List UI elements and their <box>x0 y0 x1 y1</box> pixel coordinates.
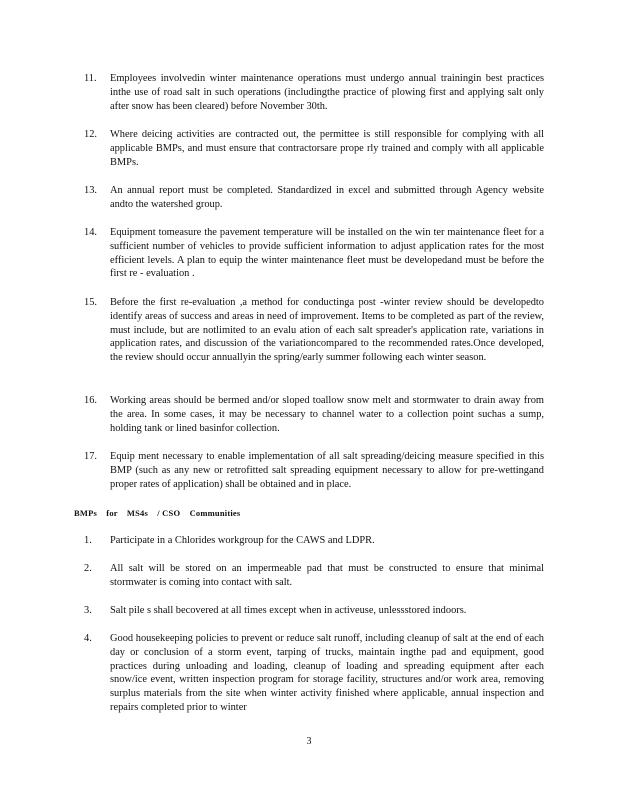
list-item-number: 3. <box>84 605 92 616</box>
list-item-number: 16. <box>84 395 97 406</box>
list-item-text: Employees involvedin winter maintenance operations must undergo annual trainingin best practices inthe use of road salt in such operations (includingthe practice of plowing first and applying salt only after snow has been cleared) before November 30th. <box>110 73 544 112</box>
list-item-number: 11. <box>84 73 97 84</box>
list-item-number: 4. <box>84 633 92 644</box>
list-item-text: Where deicing activities are contracted out, the permittee is still responsible for complying with all applicable BMPs, and must ensure that contractorsare prope rly trained and comply with all applicable BMPs. <box>110 129 544 168</box>
list-item-number: 14. <box>84 227 97 238</box>
list-item-number: 17. <box>84 451 97 462</box>
list-item-text: Salt pile s shall becovered at all times except when in activeuse, unlessstored indoors. <box>110 605 467 616</box>
list-item-text: Working areas should be bermed and/or sloped toallow snow melt and stormwater to drain away from the area. In some cases, it may be necessary to channel water to a collection point suchas a sump, holding tank or lined basinfor collection. <box>110 395 544 434</box>
list-item-number: 1. <box>84 535 92 546</box>
list-item-number: 15. <box>84 297 97 308</box>
list-item-text: Equipment tomeasure the pavement temperature will be installed on the win ter maintenance fleet for a sufficient number of vehicles to provide sufficient information to adjust application rates for the most efficient levels. A plan to equip the winter maintenance fleet must be developedand must be before the first re - evaluation . <box>110 227 544 280</box>
list-item-text: An annual report must be completed. Standardized in excel and submitted through Agency website andto the watershed group. <box>110 185 544 210</box>
list-item-text: Participate in a Chlorides workgroup for the CAWS and LDPR. <box>110 535 375 546</box>
page-number: 3 <box>306 736 312 747</box>
list-item-text: Good housekeeping policies to prevent or reduce salt runoff, including cleanup of salt at the end of each day or conclusion of a storm event, tarping of trucks, maintain ingthe pad and equipment, good practices during unloading and loading, cleanup of loading and spreading equipment after each snow/ice event, written inspection program for storage facility, structures and/or work area, removing surplus materials from the site when winter activity finished where applicable, annual inspection and repairs completed prior to winter <box>110 633 544 713</box>
list-item-text: Equip ment necessary to enable implementation of all salt spreading/deicing measure specified in this BMP (such as any new or retrofitted salt spreading equipment necessary to allow for pre-wettingand proper rates of application) shall be obtained and in place. <box>110 451 544 490</box>
list-item-number: 12. <box>84 129 97 140</box>
list-item-text: Before the first re-evaluation ,a method for conductinga post -winter review should be developedto identify areas of success and areas in need of improvement. Items to be completed as part of the review, must include, but are notlimited to an evalu ation of each salt spreader's application rate, variations in application rates, and discussion of the variationcompared to the recommended rates.Once developed, the review should occur annuallyin the spring/early summer following each winter season. <box>110 297 544 364</box>
section-heading: BMPs for MS4s / CSO Communities <box>74 508 241 518</box>
list-item-text: All salt will be stored on an impermeable pad that must be constructed to ensure that minimal stormwater is coming into contact with salt. <box>110 563 544 588</box>
list-item-number: 2. <box>84 563 92 574</box>
list-item-number: 13. <box>84 185 97 196</box>
